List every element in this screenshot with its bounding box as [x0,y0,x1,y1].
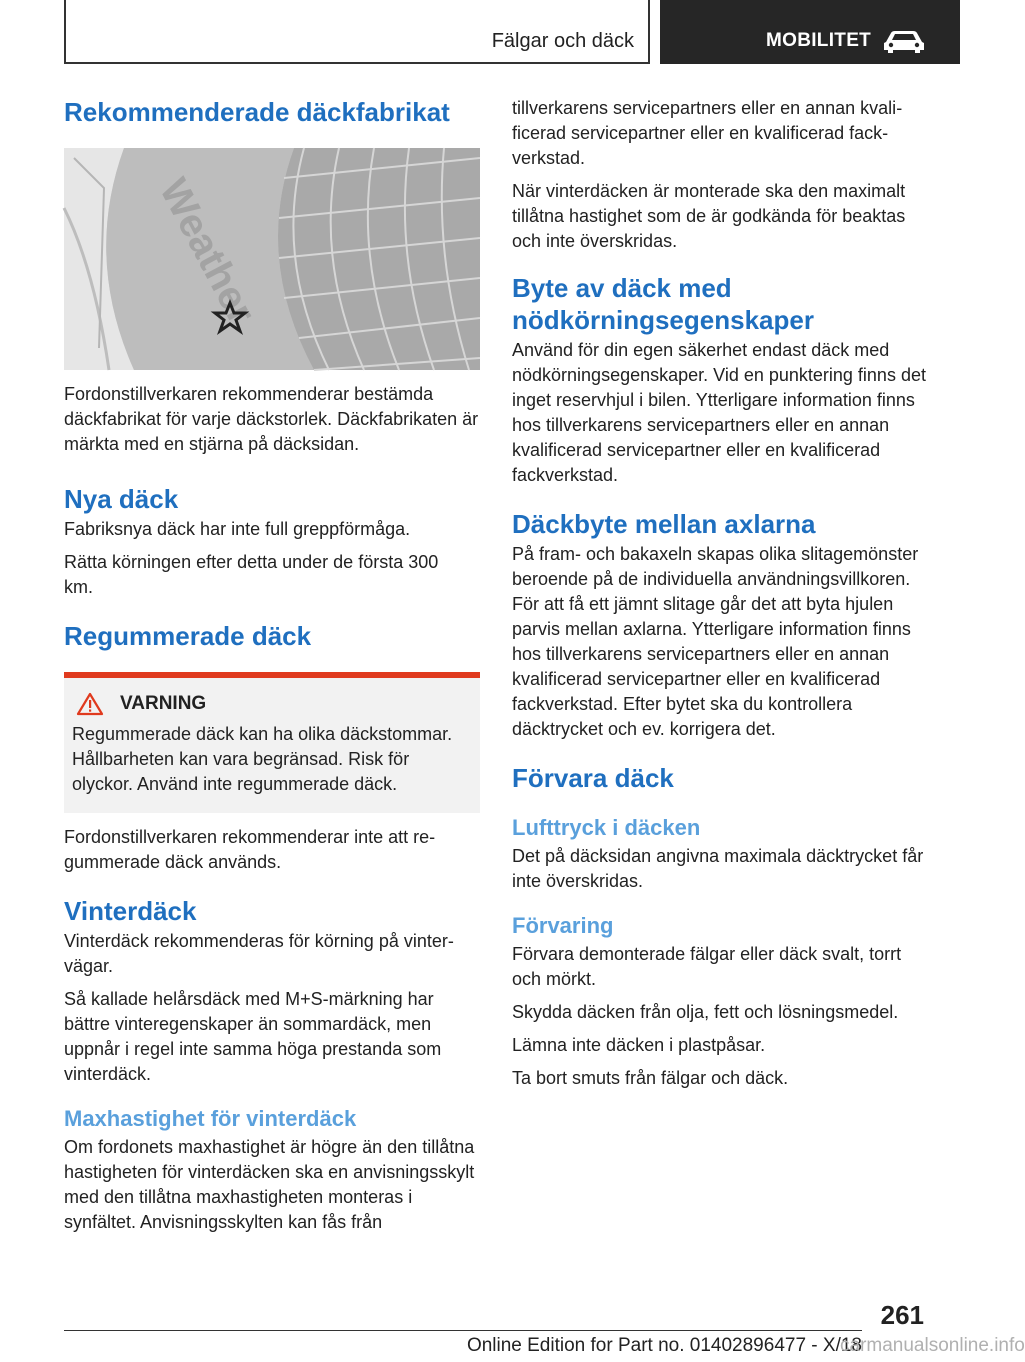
paragraph-winter-max-speed: Om fordonets maxhastighet är högre än den tillåtna hastigheten för vinterdäcken ska en anvisningsskylt med den tillåtna maxhastigheten monteras i synfältet. Anvisningsskylten kan fås från [64,1137,475,1232]
paragraph-winter-mounted: När vinterdäcken är monterade ska den maximalt tillåtna hastighet som de är godkända för beaktas och inte överskridas. [512,181,906,251]
warning-text: Regummerade däck kan ha olika däckstommar. Hållbarheten kan vara begränsad. Risk för olyckor. Använd inte regummerade däck. [72,724,453,794]
paragraph-recommended-brands: Fordonstillverkaren rekommenderar bestämda däckfabrikat för varje däckstorlek. Däckfabrikaten är märkta med en stjärna på däcksidan. [64,384,479,454]
heading-tire-pressure: Lufttryck i däcken [512,815,701,840]
header-section-box [64,0,650,64]
right-column [512,96,928,1091]
header-section-title: Fälgar och däck [491,30,634,52]
heading-retreaded-tires: Regummerade däck [64,621,312,651]
heading-storing: Förvaring [512,913,614,938]
footer-edition: Online Edition for Part no. 01402896477 - X/18 [466,1335,862,1356]
footer-watermark: carmanualsonline.info [840,1335,1025,1356]
heading-new-tires: Nya däck [64,484,179,514]
tire-sidewall-image [64,148,480,370]
paragraph-storing-4: Ta bort smuts från fälgar och däck. [512,1068,789,1088]
heading-winter-max-speed: Maxhastighet för vinterdäck [64,1106,357,1131]
warning-title: VARNING [120,693,207,714]
heading-recommended-brands: Rekommenderade däckfabrikat [64,97,450,127]
paragraph-tire-pressure: Det på däcksidan angivna maximala däcktrycket får inte överskridas. [512,846,924,891]
header-chapter-title: MOBILITET [766,30,872,51]
page-number: 261 [880,1300,924,1330]
paragraph-winter-1: Vinterdäck rekommenderas för körning på vintervägar. [64,931,454,976]
paragraph-storing-2: Skydda däcken från olja, fett och lösningsmedel. [512,1002,899,1022]
paragraph-retreaded: Fordonstillverkaren rekommenderar inte att regummerade däck används. [64,827,436,872]
paragraph-winter-2: Så kallade helårsdäck med M+S-märkning har bättre vinteregenskaper än sommardäck, men uppnår i regel inte samma höga prestanda som vinterdäck. [64,989,442,1084]
tire-brand-text: Weather [151,171,264,331]
heading-runflat-tires: Byte av däck med nödkörningsegenskaper [512,273,814,335]
tire-illustration [64,148,480,370]
paragraph-storing-1: Förvara demonterade fälgar eller däck svalt, torrt och mörkt. [512,944,902,989]
heading-axle-swap: Däckbyte mellan axlarna [512,509,816,539]
heading-tire-storage: Förvara däck [512,763,674,793]
warning-box [64,672,480,813]
paragraph-continued: tillverkarens servicepartners eller en annan kvalificerad servicepartner eller en kvalificerad fackverkstad. [512,98,903,168]
paragraph-new-tires-1: Fabriksnya däck har inte full greppförmåga. [64,519,411,539]
paragraph-runflat: Använd för din egen säkerhet endast däck med nödkörningsegenskaper. Vid en punktering finns det inget reservhjul i bilen. Ytterligare information finns hos tillverkarens servicepartners eller en annan kvalificerad servicepartner eller en kvalificerad fackverkstad. [512,340,926,485]
left-column [64,96,480,1235]
header-chapter-box [660,0,960,64]
heading-winter-tires: Vinterdäck [64,896,197,926]
paragraph-axle-swap: På fram- och bakaxeln skapas olika slitagemönster beroende på de individuella användningsvillkoren. För att få ett jämnt slitage går det att byta hjulen parvis mellan axlarna. Ytterligare information finns hos tillverkarens servicepartners eller en annan kvalificerad servicepartner eller en kvalificerad fackverkstad. Efter bytet ska du kontrollera däcktrycket och ev. korrigera det. [512,544,919,739]
warning-triangle-icon [76,692,104,716]
car-icon [882,28,926,54]
footer-divider [64,1330,862,1331]
paragraph-storing-3: Lämna inte däcken i plastpåsar. [512,1035,766,1055]
paragraph-new-tires-2: Rätta körningen efter detta under de första 300 km. [64,552,439,597]
